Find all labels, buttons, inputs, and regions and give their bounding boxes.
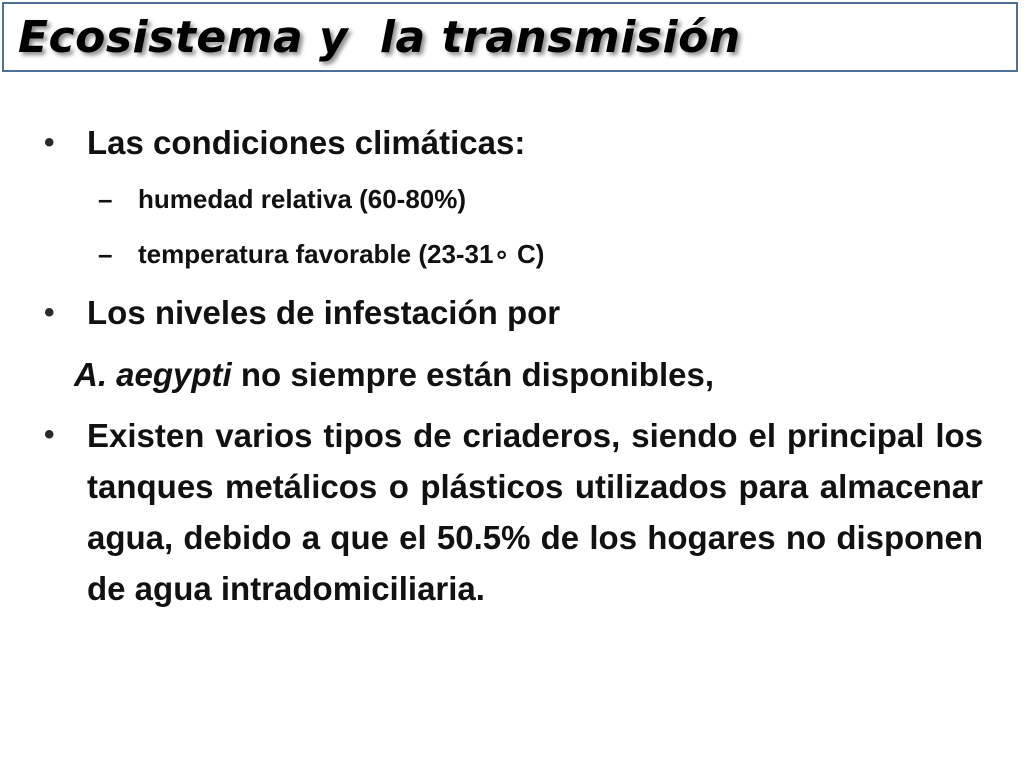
sub-bullet-text: temperatura favorable (23-31∘ C): [138, 239, 545, 269]
title-box: [2, 2, 1018, 72]
paragraph-text: Existen varios tipos de criaderos, siendo el principal los tanques metálicos o plásticos utilizados para almacenar agua, debido a que el 50.5% de los hogares no disponen de agua intradomiciliaria.: [87, 417, 983, 607]
bullet-marker: •: [44, 126, 55, 159]
bullet-marker: •: [44, 418, 55, 451]
infestation-continuation: [74, 350, 714, 400]
species-name: A. aegypti: [74, 356, 232, 393]
dash-marker: –: [98, 239, 113, 269]
bullet-marker: •: [44, 296, 55, 329]
bullet-text: Los niveles de infestación por: [87, 294, 561, 331]
continuation-text: no siempre están disponibles,: [231, 356, 714, 393]
bullet-text: Las condiciones climáticas:: [87, 124, 526, 161]
slide-title: Ecosistema y la transmisión: [18, 12, 741, 63]
dash-marker: –: [98, 184, 113, 214]
sub-bullet-text: humedad relativa (60-80%): [138, 184, 467, 214]
